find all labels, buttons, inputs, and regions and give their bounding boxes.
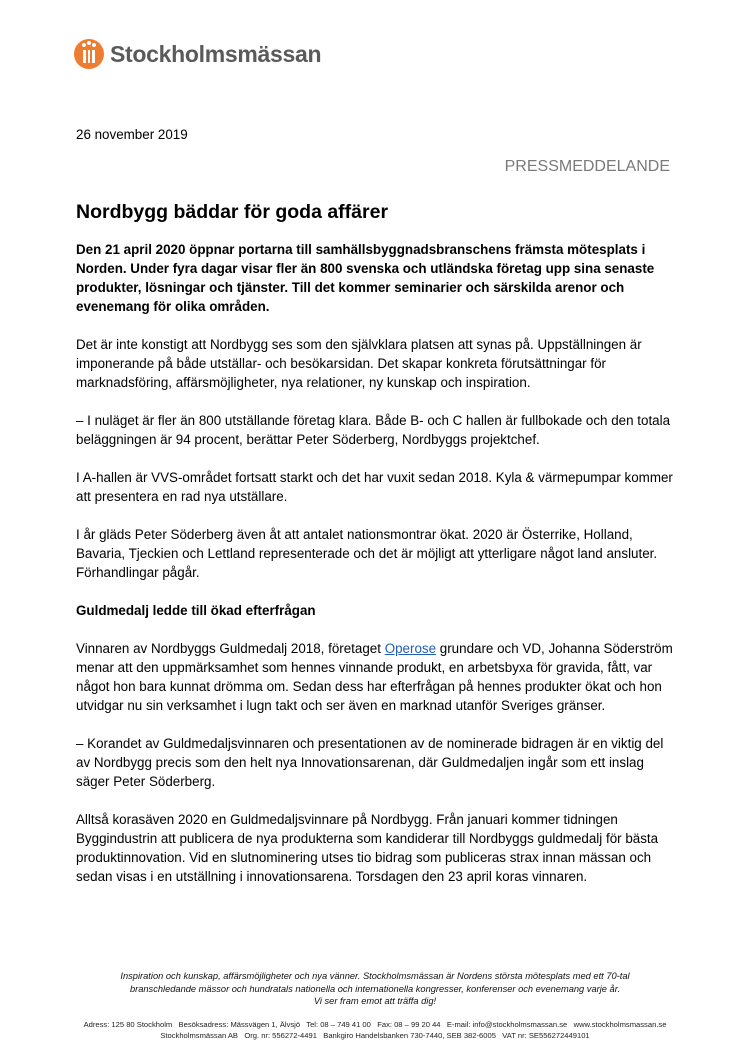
- paragraph: I år gläds Peter Söderberg även åt att antalet nationsmontrar ökat. 2020 är Österrike, Holland, Bavaria, Tjeckien och Lettland representerade och det är möjligt att ytterligare något land ansluter. Förhandlingar pågår.: [76, 527, 658, 580]
- paragraph-with-link: [76, 639, 676, 715]
- subheading: Guldmedalj ledde till ökad efterfrågan: [76, 603, 316, 618]
- company-line: Stockholmsmässan AB Org. nr: 556272-4491 Bankgiro Handelsbanken 730-7440, SEB 382-6005 VAT nr: SE556272449101: [160, 1031, 590, 1040]
- footer-tagline: [70, 970, 680, 1008]
- tagline-line: Vi ser fram emot att träffa dig!: [313, 996, 437, 1006]
- paragraph: – Korandet av Guldmedaljsvinnaren och presentationen av de nominerade bidragen är en viktig del av Nordbygg precis som den helt nya Innovationsarenan, där Guldmedaljen ingår som ett inslag säger Peter Söderberg.: [76, 736, 664, 789]
- lead-paragraph: Den 21 april 2020 öppnar portarna till samhällsbyggnadsbranschens främsta mötesplats i Norden. Under fyra dagar visar fler än 800 svenska och utländska företag upp sina senaste produkter, lösningar och tjänster. Till det kommer seminarier och särskilda arenor och evenemang för olika områden.: [76, 242, 655, 314]
- logo-text: Stockholmsmässan: [110, 40, 322, 67]
- page-title: Nordbygg bäddar för goda affärer: [76, 201, 389, 223]
- operose-link[interactable]: Operose: [384, 641, 437, 656]
- paragraph: Det är inte konstigt att Nordbygg ses som den självklara platsen att synas på. Uppställningen är imponerande på både utställar- och besökarsidan. Det skapar konkreta förutsättningar för marknadsföring, affärsmöjligheter, nya relationer, ny kunskap och inspiration.: [76, 337, 642, 390]
- paragraph: Alltså korasäven 2020 en Guldmedaljsvinnare på Nordbygg. Från januari kommer tidningen Byggindustrin att publicera de nya produkterna som kandiderar till Nordbyggs guldmedalj för bästa produktinnovation. Vid en slutnominering utses tio bidrag som publiceras strax innan mässan och sedan visas i en utställning i innovationsarena. Torsdagen den 23 april koras vinnaren.: [76, 812, 659, 884]
- document-label: PRESSMEDDELANDE: [504, 158, 670, 175]
- paragraph: – I nuläget är fler än 800 utställande företag klara. Både B- och C hallen är fullbokade och den totala beläggningen är 94 procent, berättar Peter Söderberg, Nordbyggs projektchef.: [76, 413, 671, 447]
- text: Vinnaren av Nordbyggs Guldmedalj 2018, företaget: [76, 641, 385, 656]
- footer-address: [60, 1019, 690, 1041]
- logo: [74, 39, 321, 69]
- tagline-line: Inspiration och kunskap, affärsmöjligheter och nya vänner. Stockholmsmässan är Nordens största mötesplats med ett 70-tal: [120, 971, 630, 981]
- article-body: [76, 240, 676, 905]
- logo-mark-icon: [74, 39, 104, 69]
- tagline-line: branschledande mässor och hundratals nationella och internationella kongresser, konferenser och evenemang varje år.: [129, 983, 621, 994]
- paragraph: I A-hallen är VVS-området fortsatt starkt och det har vuxit sedan 2018. Kyla & värmepumpar kommer att presentera en rad nya utställare.: [76, 470, 673, 504]
- address-line: Adress: 125 80 Stockholm Besöksadress: Mässvägen 1, Älvsjö Tel: 08 – 749 41 00 Fax: 08 – 99 20 44 E-mail: info@stockholmsmassan.se www.stockholmsmassan.se: [83, 1020, 667, 1029]
- text: grundare och VD, Johanna Söderström menar att den uppmärksamhet som hennes vinnande produkt, en arbetsbyxa för gravida, fått, var något hon bara kunnat drömma om. Sedan dess har efterfrågan på hennes produkter ökat och hon utvidgar nu sin verksamhet i lugn takt och ser även en marknad utanför Sveriges gränser.: [76, 641, 673, 713]
- release-date: 26 november 2019: [76, 127, 188, 142]
